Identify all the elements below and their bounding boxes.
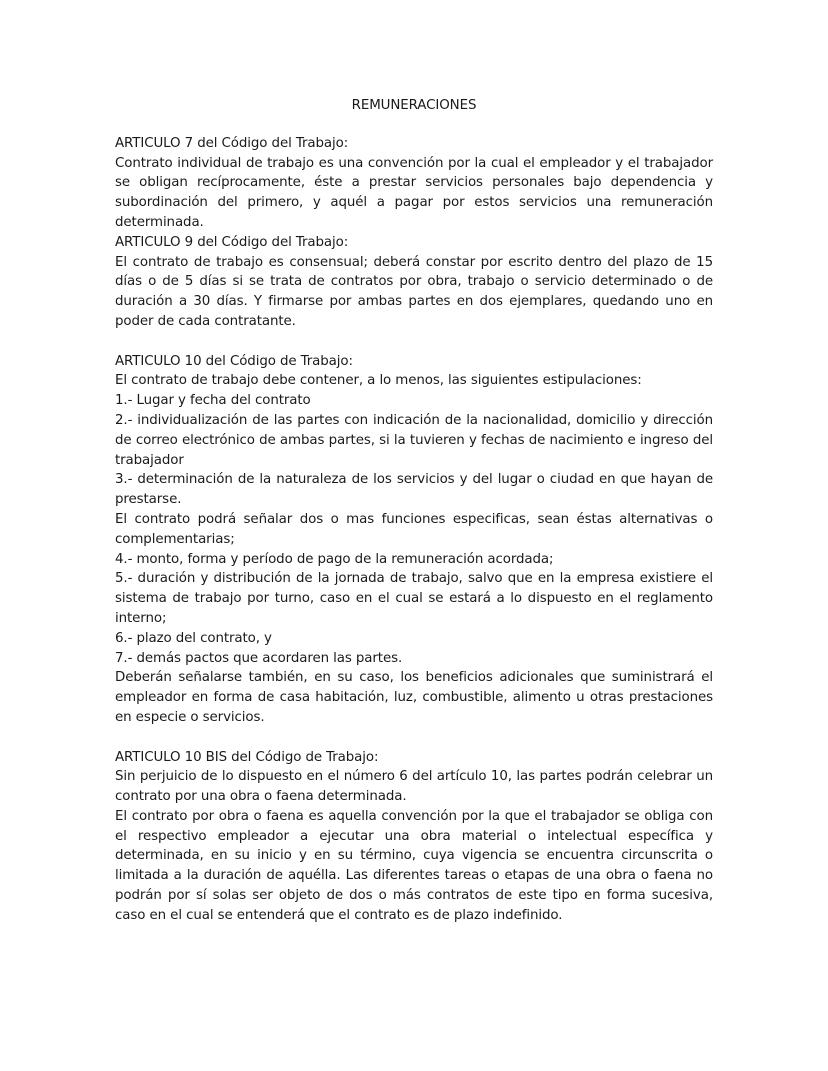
paragraph: El contrato por obra o faena es aquella convención por la que el trabajador se obliga con el respectivo empleador a ejecutar una obra material o intelectual específica y determinada, en su inicio y en su término, cuya vigencia se encuentra circunscrita o limitada a la duración de aquélla. Las diferentes tareas o etapas de una obra o faena no podrán por sí solas ser objeto de dos o más contratos de este tipo en forma sucesiva, caso en el cual se entenderá que el contrato es de plazo indefinido. [115,808,713,923]
list-item: 7.- demás pactos que acordaren las partes. [115,650,403,666]
paragraph: El contrato podrá señalar dos o mas funciones especificas, sean éstas alternativas o complementarias; [115,511,713,547]
section-heading-art9: ARTICULO 9 del Código del Trabajo: [115,234,349,250]
paragraph: Deberán señalarse también, en su caso, los beneficios adicionales que suministrará el empleador en forma de casa habitación, luz, combustible, alimento u otras prestaciones en especie o servicios. [115,670,713,725]
list-item: 2.- individualización de las partes con indicación de la nacionalidad, domicilio y dirección de correo electrónico de ambas partes, si la tuvieren y fechas de nacimiento e ingreso del trabajador [115,412,713,468]
paragraph: El contrato de trabajo debe contener, a lo menos, las siguientes estipulaciones: [115,373,642,389]
document-page [115,96,713,926]
section-spacer [115,728,713,748]
list-item: 3.- determinación de la naturaleza de los servicios y del lugar o ciudad en que hayan de prestarse. [115,472,713,508]
section-heading-art10: ARTICULO 10 del Código de Trabajo: [115,353,353,369]
paragraph: Contrato individual de trabajo es una convención por la cual el empleador y el trabajador se obligan recíprocamente, éste a prestar servicios personales bajo dependencia y subordinación del primero, y aquél a pagar por estos servicios una remuneración determinada. [115,155,713,230]
section-heading-art7: ARTICULO 7 del Código del Trabajo: [115,135,349,151]
list-item: 6.- plazo del contrato, y [115,630,272,646]
document-title: REMUNERACIONES [351,98,477,113]
section-heading-art10bis: ARTICULO 10 BIS del Código de Trabajo: [115,749,379,765]
section-spacer [115,332,713,352]
paragraph: El contrato de trabajo es consensual; deberá constar por escrito dentro del plazo de 15 días o de 5 días si se trata de contratos por obra, trabajo o servicio determinado o de duración a 30 días. Y firmarse por ambas partes en dos ejemplares, quedando uno en poder de cada contratante. [115,254,713,329]
list-item: 1.- Lugar y fecha del contrato [115,393,311,409]
paragraph: Sin perjuicio de lo dispuesto en el número 6 del artículo 10, las partes podrán celebrar un contrato por una obra o faena determinada. [115,769,713,805]
list-item: 4.- monto, forma y período de pago de la remuneración acordada; [115,551,554,567]
list-item: 5.- duración y distribución de la jornada de trabajo, salvo que en la empresa existiere el sistema de trabajo por turno, caso en el cual se estará a lo dispuesto en el reglamento interno; [115,571,713,626]
